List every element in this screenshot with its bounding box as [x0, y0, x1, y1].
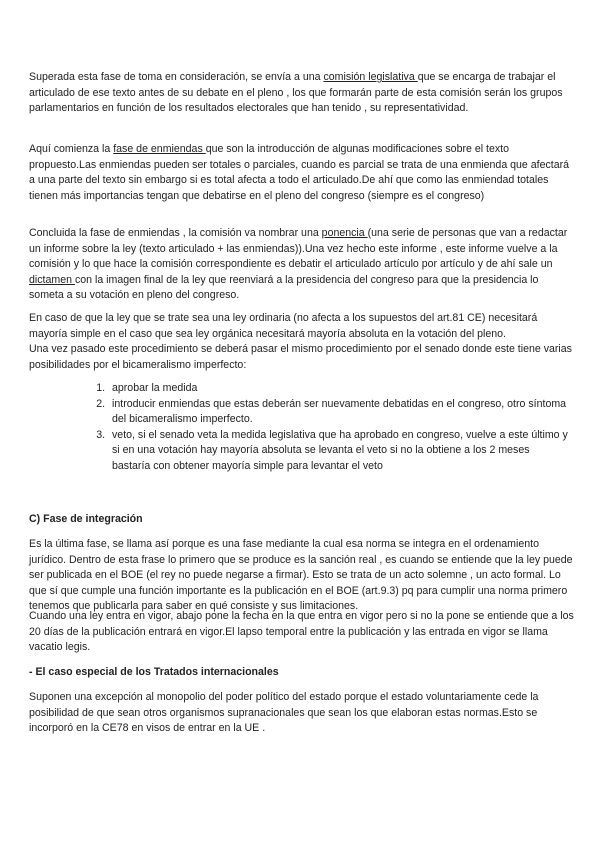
text: Concluida la fase de enmiendas , la comisión va nombrar una: [29, 227, 322, 239]
paragraph-ley-ordinaria: En caso de que la ley que se trate sea una ley ordinaria (no afecta a los supuestos del art.81 CE) necesitará mayoría simple en el caso que sea ley orgánica necesitará mayoría absoluta en la votación del pleno.: [29, 312, 538, 340]
paragraph-tratados: Suponen una excepción al monopolio del poder político del estado porque el estado voluntariamente cede la posibilidad de que sean otros organismos supranacionales que sean los que elaboran estas normas.Esto se incorporó en la CE78 en visos de entrar en la UE .: [29, 691, 539, 735]
paragraph-integracion: Es la última fase, se llama así porque es una fase mediante la cual esa norma se integra en el ordenamiento jurídico. Dentro de esta frase lo primero que se produce es la sanción real , es cuando se entiende que la ley puede ser publicada en el BOE (el rey no puede negarse a firmar). Esto se trata de un acto solemne , un acto formal. Lo que sí que cumple una función importante es la publicación en el BOE (art.9.3) pq para cumplir una norma primero tenemos que publicarla para saber en qué consiste y sus limitaciones.: [29, 538, 573, 613]
underlined-term: comisión legislativa: [323, 71, 418, 83]
text: con la imagen final de la ley que reenviará a la presidencia del congreso para que la presidencia lo someta a su votación en pleno del congreso.: [29, 273, 539, 302]
list-item: 1. aprobar la medida: [108, 381, 568, 397]
paragraph-entrada-vigor: Cuando una ley entra en vigor, abajo pone la fecha en la que entra en vigor pero si no la pone se entiende que a los 20 días de la publicación entrará en vigor.El lapso temporal entre la publicación y las entrada en vigor se llama vacatio legis.: [29, 610, 574, 654]
text: Aquí comienza la: [29, 143, 114, 155]
paragraph-ponencia: [29, 226, 574, 304]
section-heading-integracion: C) Fase de integración: [29, 513, 143, 525]
paragraph-senado: Una vez pasado este procedimiento se deberá pasar el mismo procedimiento por el senado donde este tiene varias posibilidades por el bicameralismo imperfecto:: [29, 343, 572, 371]
paragraph-fase-enmiendas: [29, 142, 574, 204]
underlined-term: dictamen: [29, 273, 75, 286]
section-heading-tratados: - El caso especial de los Tratados internacionales: [29, 666, 279, 678]
text: que son la introducción de algunas modificaciones sobre el texto propuesto.Las enmiendas pueden ser totales o parciales, cuando es parcial se trata de una enmienda que afectará a una parte del texto sin embargo si es total afecta a todo el articulado.De ahí que como las enmiendad totales tienen más importancias tengan que debatirse en el pleno del congreso (siempre es el congreso): [29, 143, 570, 202]
senado-options-list: [76, 381, 568, 475]
underlined-term: ponencia: [321, 227, 368, 239]
text: (una serie de personas que van a redactar un informe sobre la ley (texto articulado + las enmiendas)).Una vez hecho este informe , este informe vuelve a la comisión y lo que hace la comisión correspondiente es debatir el articulado artículo por artículo y de ahí sale un: [29, 227, 568, 271]
list-item: 3. veto, si el senado veta la medida legislativa que ha aprobado en congreso, vuelve a este último y si en una votación hay mayoría absoluta se levanta el veto si no la obtiene a los 2 meses bastaría con obtener mayoría simple para levantar el veto: [108, 428, 568, 475]
list-item: 2. introducir enmiendas que estas deberán ser nuevamente debatidas en el congreso, otro síntoma del bicameralismo imperfecto.: [108, 397, 568, 428]
underlined-term: fase de enmiendas: [113, 143, 206, 155]
paragraph-comision-legislativa: [29, 70, 574, 117]
text: Superada esta fase de toma en consideración, se envía a una: [29, 71, 324, 83]
text: que se encarga de trabajar el articulado de ese texto antes de su debate en el pleno , los que formarán parte de esta comisión serán los grupos parlamentarios en función de los resultados electorales que han tenido , su representatividad.: [29, 71, 563, 115]
